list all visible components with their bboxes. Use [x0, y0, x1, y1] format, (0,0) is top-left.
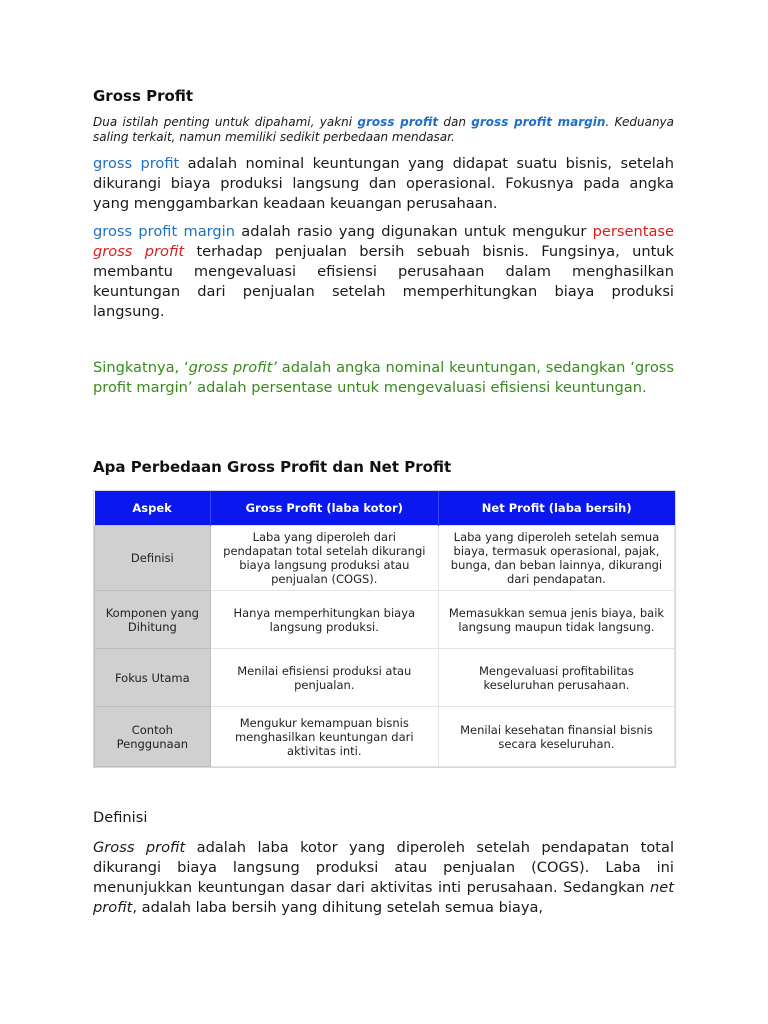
summary-b: adalah angka nominal keuntungan, sedangkan ‘gross profit margin’ adalah persentase untuk mengevaluasi efisiensi keuntungan.: [93, 359, 674, 396]
page-title: Gross Profit: [93, 87, 194, 105]
table-cell: Memasukkan semua jenis biaya, baik langsung maupun tidak langsung.: [438, 591, 674, 649]
intro-text: [93, 115, 674, 145]
term-net-profit-italic: net profit: [93, 879, 674, 916]
term-gross-profit-italic: Gross profit: [93, 839, 186, 856]
table-cell: Laba yang diperoleh dari pendapatan total setelah dikurangi biaya langsung produksi atau penjualan (COGS).: [210, 526, 438, 591]
term-persentase: persentase: [592, 223, 674, 240]
table-header: Gross Profit (laba kotor): [210, 491, 438, 526]
table-row: [95, 591, 675, 649]
table-cell: Mengevaluasi profitabilitas keseluruhan perusahaan.: [438, 649, 674, 707]
section-heading: Apa Perbedaan Gross Profit dan Net Profit: [93, 458, 452, 476]
table-cell-aspect: Fokus Utama: [95, 649, 211, 707]
term-gross-profit: gross profit: [93, 155, 180, 172]
intro-mid: dan: [438, 115, 472, 129]
table-cell: Menilai kesehatan finansial bisnis secara keseluruhan.: [438, 707, 674, 767]
table-cell: Laba yang diperoleh setelah semua biaya, termasuk operasional, pajak, bunga, dan beban lainnya, dikurangi dari pendapatan.: [438, 526, 674, 591]
term-gross-profit-margin: gross profit margin: [93, 223, 235, 240]
paragraph-margin-text-b: terhadap penjualan bersih sebuah bisnis. Fungsinya, untuk membantu mengevaluasi efisiensi perusahaan dalam menghasilkan keuntungan dari penjualan setelah memperhitungkan biaya produksi langsung.: [93, 243, 675, 320]
table-cell-aspect: Contoh Penggunaan: [95, 707, 211, 767]
table-cell: Hanya memperhitungkan biaya langsung produksi.: [210, 591, 438, 649]
table-cell-aspect: Definisi: [95, 526, 211, 591]
paragraph-definisi-text-a: adalah laba kotor yang diperoleh setelah pendapatan total dikurangi biaya langsung produksi atau penjualan (COGS). Laba ini menunjukkan keuntungan dasar dari aktivitas inti perusahaan. Sedangkan: [93, 839, 674, 896]
table-row: [95, 526, 675, 591]
table-row: [95, 649, 675, 707]
table-header: Aspek: [95, 491, 211, 526]
table-header-row: [95, 491, 675, 526]
definisi-heading: Definisi: [93, 809, 148, 826]
paragraph-definisi: [93, 838, 674, 918]
summary-term: gross profit’: [188, 359, 277, 376]
table-row: [95, 707, 675, 767]
term-gross-profit-red: gross profit: [93, 243, 185, 260]
summary-paragraph: [93, 358, 674, 398]
summary-a: Singkatnya, ‘: [93, 359, 189, 376]
table-cell: Menilai efisiensi produksi atau penjualan.: [210, 649, 438, 707]
paragraph-gross-profit-text: adalah nominal keuntungan yang didapat suatu bisnis, setelah dikurangi biaya produksi langsung dan operasional. Fokusnya pada angka yang menggambarkan keadaan keuangan perusahaan.: [93, 155, 674, 212]
intro-prefix: Dua istilah penting untuk dipahami, yakni: [93, 115, 358, 129]
intro-suffix: . Keduanya saling terkait, namun memiliki sedikit perbedaan mendasar.: [93, 115, 674, 144]
paragraph-gross-profit-margin: [93, 222, 674, 322]
paragraph-margin-text-a: adalah rasio yang digunakan untuk mengukur: [234, 223, 593, 240]
intro-term-gross-profit-margin: gross profit margin: [471, 115, 606, 129]
paragraph-definisi-text-b: , adalah laba bersih yang dihitung setelah semua biaya,: [132, 899, 544, 916]
table-header: Net Profit (laba bersih): [438, 491, 674, 526]
paragraph-gross-profit: [93, 154, 674, 214]
comparison-table: [94, 491, 675, 767]
table-cell-aspect: Komponen yang Dihitung: [95, 591, 211, 649]
intro-term-gross-profit: gross profit: [357, 115, 439, 129]
table-cell: Mengukur kemampuan bisnis menghasilkan keuntungan dari aktivitas inti.: [210, 707, 438, 767]
